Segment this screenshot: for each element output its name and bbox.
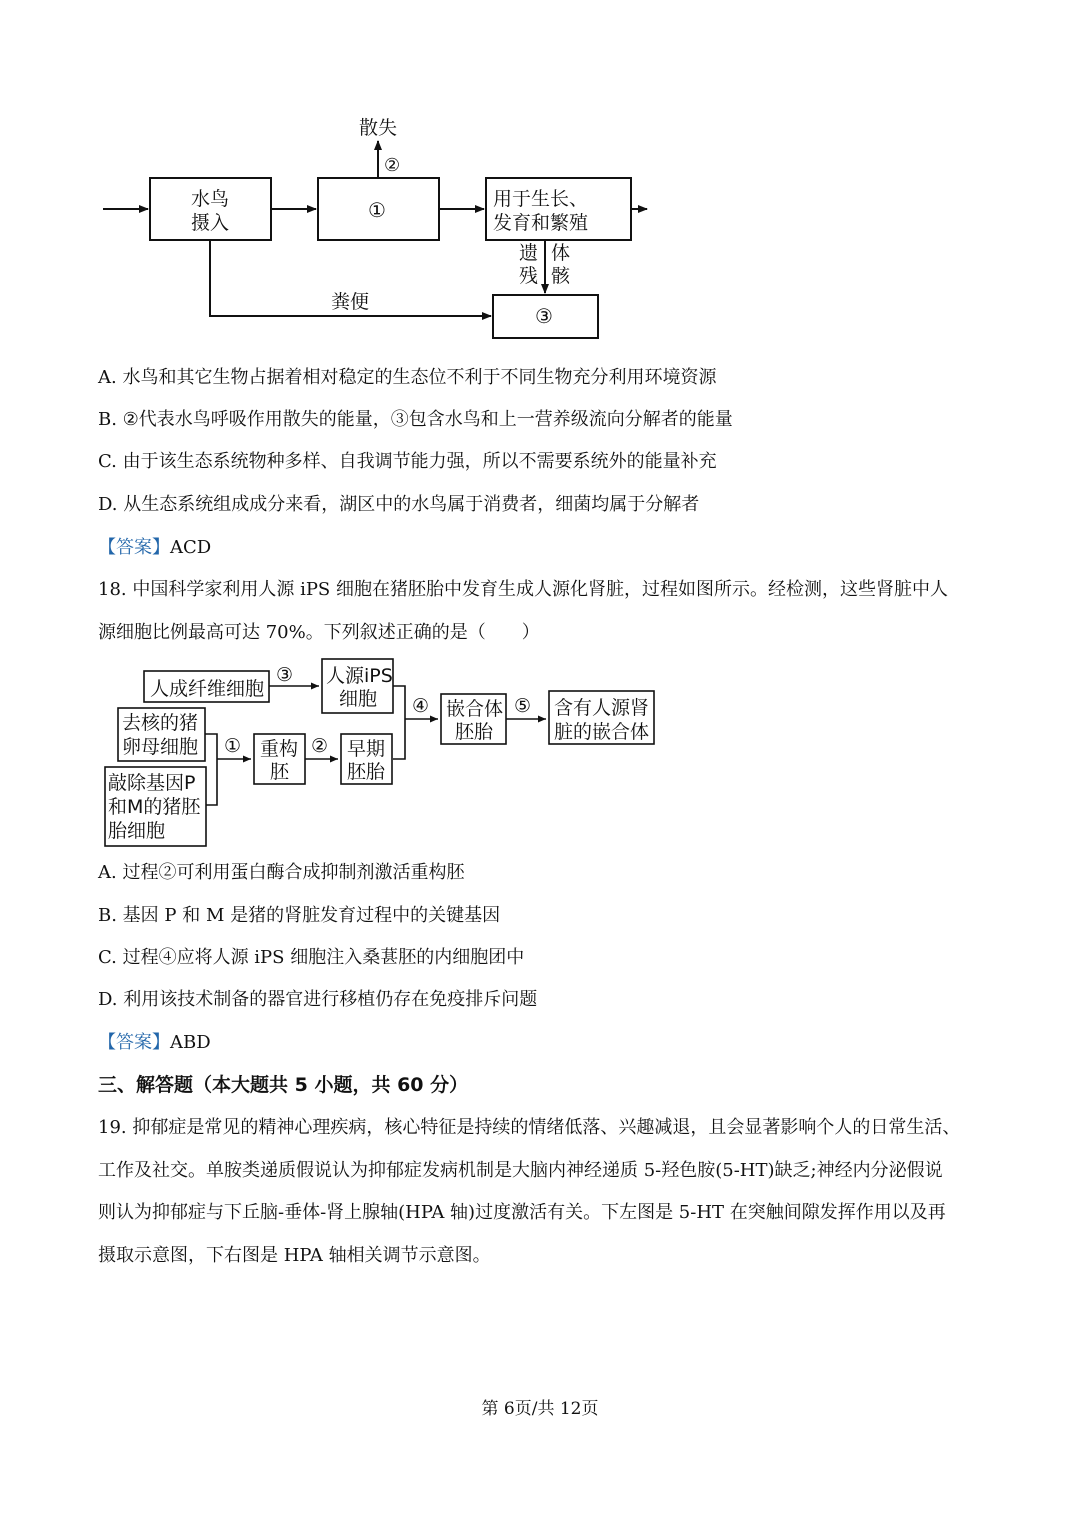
page-number: 第 6页/共 12页: [481, 1399, 599, 1419]
circle2-label: ②: [384, 155, 401, 176]
loss-label: 散失: [359, 117, 398, 139]
remains-right-2: 骸: [551, 265, 571, 287]
answer-tag: 【答案】: [98, 537, 170, 558]
fibroblast-box: 人成纤维细胞: [150, 678, 265, 700]
q19-line-4: 摄取示意图，下右图是 HPA 轴相关调节示意图。: [98, 1245, 491, 1266]
q17-answer: [98, 537, 211, 559]
q18-option-a: A. 过程②可利用蛋白酶合成抑制剂激活重构胚: [98, 862, 465, 883]
early-embryo-box-line-1: 早期: [347, 738, 386, 760]
answer-tag: 【答案】: [98, 1032, 170, 1053]
remains-left-2: 残: [519, 265, 539, 287]
early-embryo-box-line-2: 胚胎: [347, 761, 386, 783]
q17-option-d: D. 从生态系统组成成分来看，湖区中的水鸟属于消费者，细菌均属于分解者: [98, 494, 700, 515]
oocyte-box-line-1: 去核的猪: [122, 712, 199, 734]
answer-value: ABD: [170, 1032, 211, 1053]
q17-option-a: A. 水鸟和其它生物占据着相对稳定的生态位不利于不同生物充分利用环境资源: [98, 367, 717, 388]
answer-value: ACD: [170, 537, 212, 558]
energy-flow-diagram: [95, 105, 675, 350]
growth-box-text-2: 发育和繁殖: [493, 212, 589, 234]
intake-box-text-1: 水鸟: [191, 188, 230, 210]
q18-option-b: B. 基因 P 和 M 是猪的肾脏发育过程中的关键基因: [98, 905, 501, 926]
reconstructed-box-line-1: 重构: [260, 738, 299, 760]
embryo-cell-box-line-3: 胎细胞: [108, 820, 166, 842]
ips-box-line-1: 人源iPS: [326, 665, 393, 687]
remains-left-1: 遗: [519, 242, 539, 264]
feces-label: 粪便: [331, 291, 370, 313]
oocyte-box-line-2: 卵母细胞: [122, 736, 199, 758]
chimera-box-line-1: 嵌合体: [446, 698, 504, 720]
kidney-box-line-1: 含有人源肾: [554, 697, 650, 719]
ips-box-line-2: 细胞: [339, 688, 378, 710]
q18-answer: [98, 1032, 211, 1054]
kidney-box-line-2: 脏的嵌合体: [554, 721, 650, 743]
q19-line-2: 工作及社交。单胺类递质假说认为抑郁症发病机制是大脑内神经递质 5-羟色胺(5-HT)缺乏;神经内分泌假说: [98, 1160, 943, 1181]
step2-label: ②: [311, 735, 329, 757]
embryo-cell-box-line-1: 敲除基因P: [108, 772, 196, 794]
chimera-box-line-2: 胚胎: [455, 721, 494, 743]
q17-option-b: B. ②代表水鸟呼吸作用散失的能量，③包含水鸟和上一营养级流向分解者的能量: [98, 409, 733, 430]
step1-label: ①: [224, 735, 242, 757]
step4-label: ④: [412, 695, 430, 717]
reconstructed-box-line-2: 胚: [270, 761, 290, 783]
q19-line-1: 19. 抑郁症是常见的精神心理疾病，核心特征是持续的情绪低落、兴趣减退，且会显著影响个人的日常生活、: [98, 1117, 961, 1138]
growth-box-text-1: 用于生长、: [493, 188, 589, 210]
embryo-cell-box-line-2: 和M的猪胚: [108, 796, 201, 818]
circle3-label: ③: [535, 304, 553, 328]
step5-label: ⑤: [514, 695, 532, 717]
intake-box-text-2: 摄入: [191, 212, 230, 234]
q17-option-c: C. 由于该生态系统物种多样、自我调节能力强，所以不需要系统外的能量补充: [98, 451, 717, 472]
step3-label: ③: [276, 664, 294, 686]
remains-right-1: 体: [551, 242, 571, 264]
q19-line-3: 则认为抑郁症与下丘脑-垂体-肾上腺轴(HPA 轴)过度激活有关。下左图是 5-HT 在突触间隙发挥作用以及再: [98, 1202, 946, 1223]
q18-option-c: C. 过程④应将人源 iPS 细胞注入桑葚胚的内细胞团中: [98, 947, 525, 968]
q18-stem-line-2: 源细胞比例最高可达 70%。下列叙述正确的是（ ）: [98, 622, 540, 643]
chimera-process-diagram: [100, 655, 665, 855]
q18-option-d: D. 利用该技术制备的器官进行移植仍存在免疫排斥问题: [98, 989, 538, 1010]
section-heading: 三、解答题（本大题共 5 小题，共 60 分）: [98, 1074, 469, 1096]
circle1-label: ①: [368, 198, 386, 222]
q18-stem-line-1: 18. 中国科学家利用人源 iPS 细胞在猪胚胎中发育生成人源化肾脏，过程如图所示。经检测，这些肾脏中人: [98, 579, 948, 600]
